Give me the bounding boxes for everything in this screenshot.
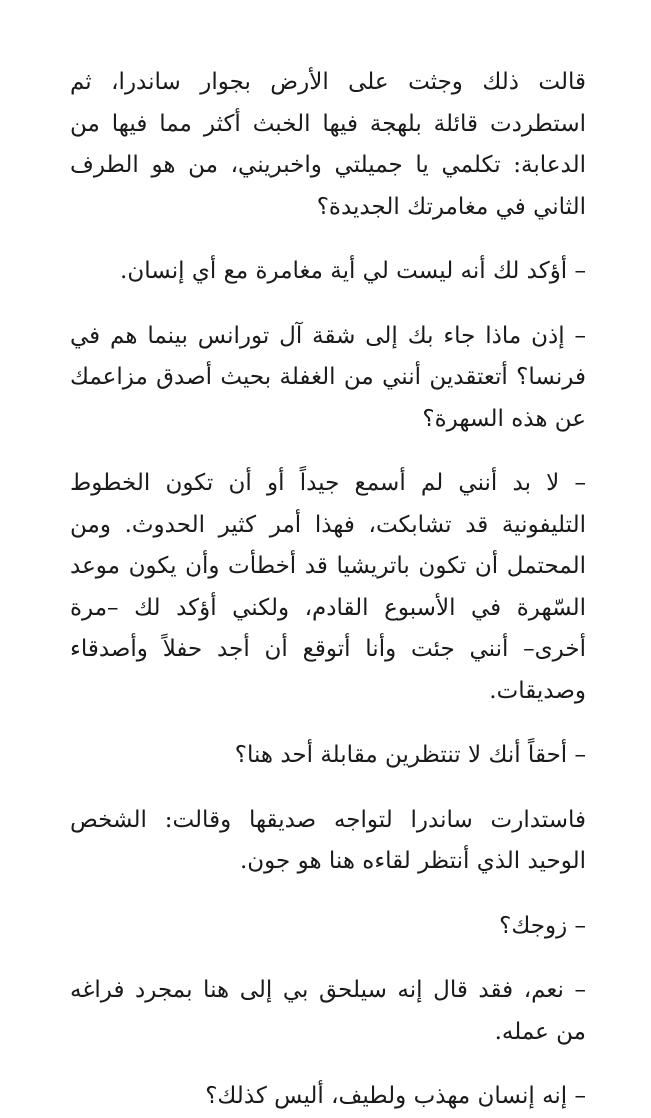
dialogue-line-1: – أؤكد لك أنه ليست لي أية مغامرة مع أي إنسان. [120,258,586,284]
dialogue-line-4: – أحقاً أنك لا تنتظرين مقابلة أحد هنا؟ [234,742,586,768]
dialogue-line-3: – لا بد أنني لم أسمع جيداً أو أن تكون الخطوط التليفونية قد تشابكت، فهذا أمر كثير الحدوث. ومن المحتمل أن تكون باتريشيا قد أخطأت وأن يكون موعد السّهرة في الأسبوع القادم، ولكني أؤكد لك –مرة أخرى– أنني جئت وأنا أتوقع أن أجد حفلاً وأصدقاء وصديقات. [70,470,586,704]
dialogue-line-5: – زوجك؟ [499,912,586,939]
paragraph-narration-1: قالت ذلك وجثت على الأرض بجوار ساندرا، ثم استطردت قائلة بلهجة فيها الخبث أكثر مما فيها من الدعابة: تكلمي يا جميلتي واخبريني، من هو الطرف الثاني في مغامرتك الجديدة؟ [70,69,586,220]
book-page [70,62,586,1118]
paragraph-narration-2: فاستدارت ساندرا لتواجه صديقها وقالت: الشخص الوحيد الذي أنتظر لقاءه هنا هو جون. [70,806,586,874]
dialogue-line-6: – نعم، فقد قال إنه سيلحق بي إلى هنا بمجرد فراغه من عمله. [70,977,586,1045]
dialogue-line-2: – إذن ماذا جاء بك إلى شقة آل تورانس بينما هم في فرنسا؟ أتعتقدين أنني من الغفلة بحيث أصدق مزاعمك عن هذه السهرة؟ [70,322,586,432]
dialogue-line-7: – إنه إنسان مهذب ولطيف، أليس كذلك؟ [205,1083,586,1109]
